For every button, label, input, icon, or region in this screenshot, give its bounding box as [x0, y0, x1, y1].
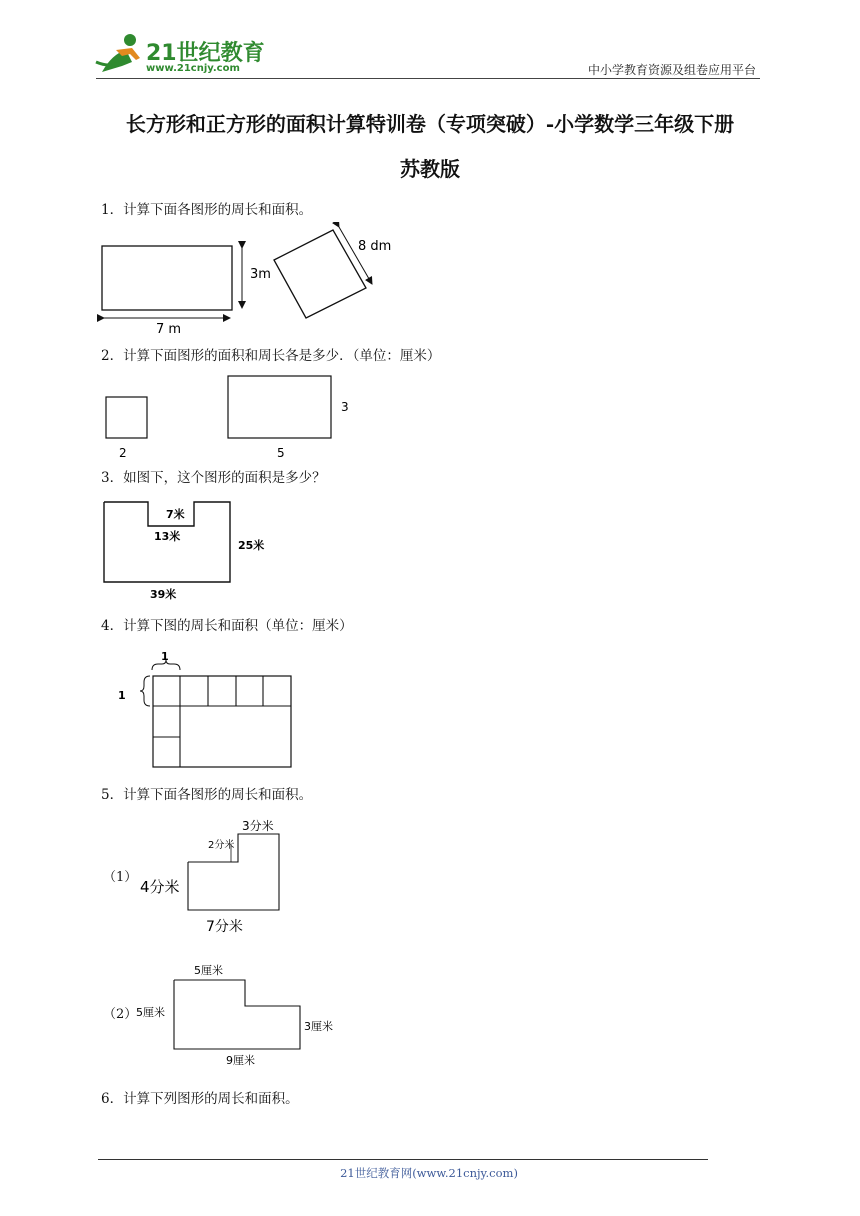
q2-rectangle: [228, 376, 331, 438]
q4-outer-rectangle: [153, 676, 291, 767]
question-6: 6．计算下列图形的周长和面积。: [101, 1091, 299, 1107]
header-divider: [96, 78, 760, 79]
question-2: 2．计算下面图形的面积和周长各是多少．（单位：厘米）: [101, 348, 441, 364]
q2-rect-height-label: 3: [341, 400, 349, 414]
q5-sub1-top-label: 3分米: [242, 819, 274, 833]
q5-sub1-marker: （1）: [103, 870, 138, 885]
page-title-line2: 苏教版: [400, 157, 460, 181]
q1-square-side-label: 8 dm: [358, 239, 392, 254]
logo-text: 21世纪教育: [146, 41, 265, 66]
q3-notch-height-label: 7米: [166, 508, 185, 521]
q1-rect-height-label: 3m: [250, 267, 271, 282]
q5-sub1-bottom-label: 7分米: [206, 919, 243, 935]
page-title: 长方形和正方形的面积计算特训卷（专项突破）-小学数学三年级下册: [125, 112, 735, 136]
q5-sub1-figure: [136, 814, 296, 936]
q1-rectangle: [102, 246, 232, 310]
q2-rect-width-label: 5: [277, 446, 285, 460]
q3-width-label: 39米: [150, 588, 177, 601]
question-4: 4．计算下图的周长和面积（单位：厘米）: [101, 618, 353, 634]
q1-rect-width-label: 7 m: [156, 322, 182, 337]
q3-notch-width-label: 13米: [154, 530, 181, 543]
question-3: 3．如图下，这个图形的面积是多少？: [101, 470, 326, 486]
q5-sub2-left-label: 5厘米: [136, 1006, 165, 1019]
q5-sub2-marker: （2）: [103, 1007, 138, 1022]
footer-link[interactable]: 21世纪教育网(www.21cnjy.com): [340, 1166, 518, 1180]
q5-sub2-top-label: 5厘米: [194, 964, 223, 977]
runner-logo-icon: [92, 32, 152, 78]
logo-url: www.21cnjy.com: [146, 63, 240, 74]
q5-sub2-bottom-label: 9厘米: [226, 1054, 255, 1067]
q3-figure: [96, 494, 276, 604]
question-1: 1．计算下面各图形的周长和面积。: [101, 202, 313, 218]
q5-sub2-step-shape: [174, 980, 300, 1049]
q4-top-label: 1: [161, 650, 169, 663]
q2-square-label: 2: [119, 446, 127, 460]
q5-sub1-step-label: 2分米: [208, 840, 235, 851]
q4-top-brace: [152, 660, 180, 670]
q1-square: [274, 230, 366, 318]
q5-sub2-figure: [136, 958, 346, 1072]
q3-height-label: 25米: [238, 539, 265, 552]
q5-sub2-right-label: 3厘米: [304, 1020, 333, 1033]
q2-figures: [96, 370, 366, 462]
platform-name: 中小学教育资源及组卷应用平台: [587, 63, 756, 77]
q1-figures: [96, 222, 406, 340]
q4-left-brace: [140, 676, 150, 706]
q5-sub1-left-label: 4分米: [140, 878, 180, 896]
q4-figure: [110, 646, 300, 772]
q2-square: [106, 397, 147, 438]
q1-square-arrow: [339, 227, 372, 284]
q4-left-label: 1: [118, 689, 126, 702]
footer-divider: [98, 1159, 708, 1160]
question-5: 5．计算下面各图形的周长和面积。: [101, 787, 313, 803]
